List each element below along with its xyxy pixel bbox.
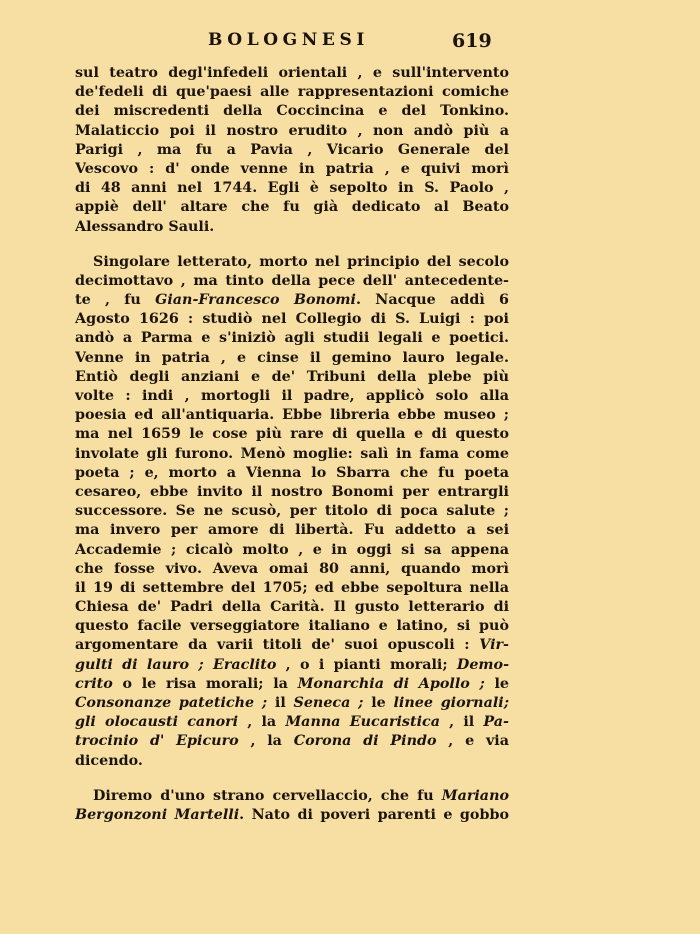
italic-title: Monarchia di Apollo ; <box>297 675 485 692</box>
text-line <box>75 713 509 732</box>
text-line <box>75 617 509 636</box>
text-line <box>75 387 509 406</box>
text-line <box>75 675 509 694</box>
italic-title: Gian-Francesco Bonomi <box>155 292 356 309</box>
italic-title: Corona di Pindo <box>293 733 437 750</box>
text-run: o le risa morali; la <box>112 675 298 692</box>
text-line <box>75 349 509 368</box>
text-run: che fosse vivo. Aveva omai 80 anni, quando morì <box>75 560 509 577</box>
text-line <box>75 179 509 198</box>
text-line <box>75 787 509 806</box>
text-run: , o i pianti morali; <box>276 656 457 673</box>
text-run: Diremo d'uno strano cervellaccio, che fu <box>93 787 442 804</box>
text-line <box>75 521 509 540</box>
italic-title: Manna Eucaristica <box>285 714 440 731</box>
text-run: Venne in patria , e cinse il gemino lauro legale. <box>75 349 509 366</box>
text-run: sul teatro degl'infedeli orientali , e sull'intervento <box>75 65 509 81</box>
text-run: il <box>267 695 294 711</box>
text-line <box>75 464 509 483</box>
italic-title: Vir- <box>479 637 509 654</box>
text-run: le <box>484 675 509 692</box>
text-run: appiè dell' altare che fu già dedicato al Beato <box>75 199 509 216</box>
running-title: BOLOGNESI <box>208 30 369 50</box>
paragraph-gap <box>75 771 509 787</box>
text-run: de'fedeli di que'paesi alle rappresentazioni comiche <box>75 84 509 101</box>
text-line <box>75 806 509 825</box>
text-run: , la <box>238 733 294 750</box>
text-run: . Nacque addì 6 <box>355 292 509 309</box>
text-run: Chiesa de' Padri della Carità. Il gusto letterario di <box>75 599 509 616</box>
italic-title: crito <box>75 675 113 692</box>
text-line <box>75 272 509 291</box>
text-line <box>75 425 509 444</box>
text-line <box>75 445 509 464</box>
text-run: Accademie ; cicalò molto , e in oggi si sa appena <box>75 541 509 558</box>
text-line <box>75 694 509 713</box>
text-run: Alessandro Sauli. <box>75 218 215 235</box>
text-run: Singolare letterato, morto nel principio del secolo <box>93 253 509 270</box>
text-line <box>75 502 509 521</box>
paragraph <box>75 253 509 771</box>
text-run: Malaticcio poi il nostro erudito , non andò più a <box>75 122 509 139</box>
text-line <box>75 122 509 141</box>
italic-title: Demo- <box>456 656 509 673</box>
text-run: ma invero per amore di libertà. Fu addetto a sei <box>75 522 509 539</box>
italic-title: gli olocausti canori <box>75 714 239 731</box>
page-number: 619 <box>452 30 492 52</box>
text-line <box>75 368 509 387</box>
text-run: Agosto 1626 : studiò nel Collegio di S. Luigi : poi <box>75 311 509 328</box>
text-run: volte : indi , mortogli il padre, applicò solo alla <box>75 388 509 404</box>
text-run: te , fu <box>75 292 156 309</box>
text-run: le <box>363 695 394 711</box>
text-run: il 19 di settembre del 1705; ed ebbe sepoltura nella <box>75 579 509 596</box>
text-run: Vescovo : d' onde venne in patria , e quivi morì <box>75 160 509 177</box>
text-line <box>75 579 509 598</box>
italic-title: trocinio d' Epicuro <box>75 733 239 750</box>
text-run: successore. Se ne scusò, per titolo di poca salute ; <box>75 503 509 520</box>
text-line <box>75 83 509 102</box>
italic-title: Pa- <box>483 714 509 731</box>
italic-title: Mariano <box>441 787 509 804</box>
text-line <box>75 160 509 179</box>
text-line <box>75 329 509 348</box>
text-line <box>75 102 509 121</box>
text-run: Parigi , ma fu a Pavia , Vicario Generale del <box>75 141 509 158</box>
text-run: Entiò degli anziani e de' Tribuni della plebe più <box>75 368 509 385</box>
body-text <box>75 64 509 825</box>
text-run: dicendo. <box>75 752 143 769</box>
text-run: ma nel 1659 le cose più rare di quella e di questo <box>75 426 509 443</box>
text-run: , la <box>238 714 286 731</box>
paragraph <box>75 64 509 237</box>
text-line <box>75 406 509 425</box>
text-line <box>75 560 509 579</box>
paragraph-gap <box>75 237 509 253</box>
text-line <box>75 141 509 160</box>
text-line <box>75 291 509 310</box>
text-run: , il <box>439 714 484 731</box>
text-line <box>75 732 509 751</box>
text-line <box>75 253 509 272</box>
italic-title: Bergonzoni Martelli <box>75 806 240 823</box>
text-run: . Nato di poveri parenti e gobbo <box>239 806 509 823</box>
text-run: cesareo, ebbe invito il nostro Bonomi per entrargli <box>75 483 509 500</box>
italic-title: gulti di lauro ; Eraclito <box>75 656 277 673</box>
text-run: decimottavo , ma tinto della pece dell' antecedente- <box>75 272 509 289</box>
text-line <box>75 656 509 675</box>
paragraph <box>75 787 509 825</box>
text-run: questo facile verseggiatore italiano e latino, si può <box>75 618 509 635</box>
text-line <box>75 218 509 237</box>
text-run: involate gli furono. Menò moglie: salì in fama come <box>75 445 509 462</box>
running-head <box>0 30 700 56</box>
text-run: poeta ; e, morto a Vienna lo Sbarra che fu poeta <box>75 464 509 481</box>
text-line <box>75 198 509 217</box>
text-line <box>75 310 509 329</box>
text-line <box>75 598 509 617</box>
text-run: dei miscredenti della Coccincina e del Tonkino. <box>75 103 509 120</box>
text-line <box>75 64 509 83</box>
italic-title: linee giornali; <box>393 695 509 711</box>
text-run: , e via <box>436 733 509 750</box>
text-line <box>75 636 509 655</box>
text-line <box>75 541 509 560</box>
text-run: di 48 anni nel 1744. Egli è sepolto in S. Paolo , <box>75 180 509 197</box>
text-line <box>75 483 509 502</box>
text-line <box>75 752 509 771</box>
italic-title: Seneca ; <box>293 695 364 711</box>
text-run: argomentare da varii titoli de' suoi opuscoli : <box>75 637 480 654</box>
text-run: andò a Parma e s'iniziò agli studii legali e poetici. <box>75 330 509 347</box>
text-run: poesia ed all'antiquaria. Ebbe libreria ebbe museo ; <box>75 407 509 424</box>
italic-title: Consonanze patetiche ; <box>75 695 268 711</box>
